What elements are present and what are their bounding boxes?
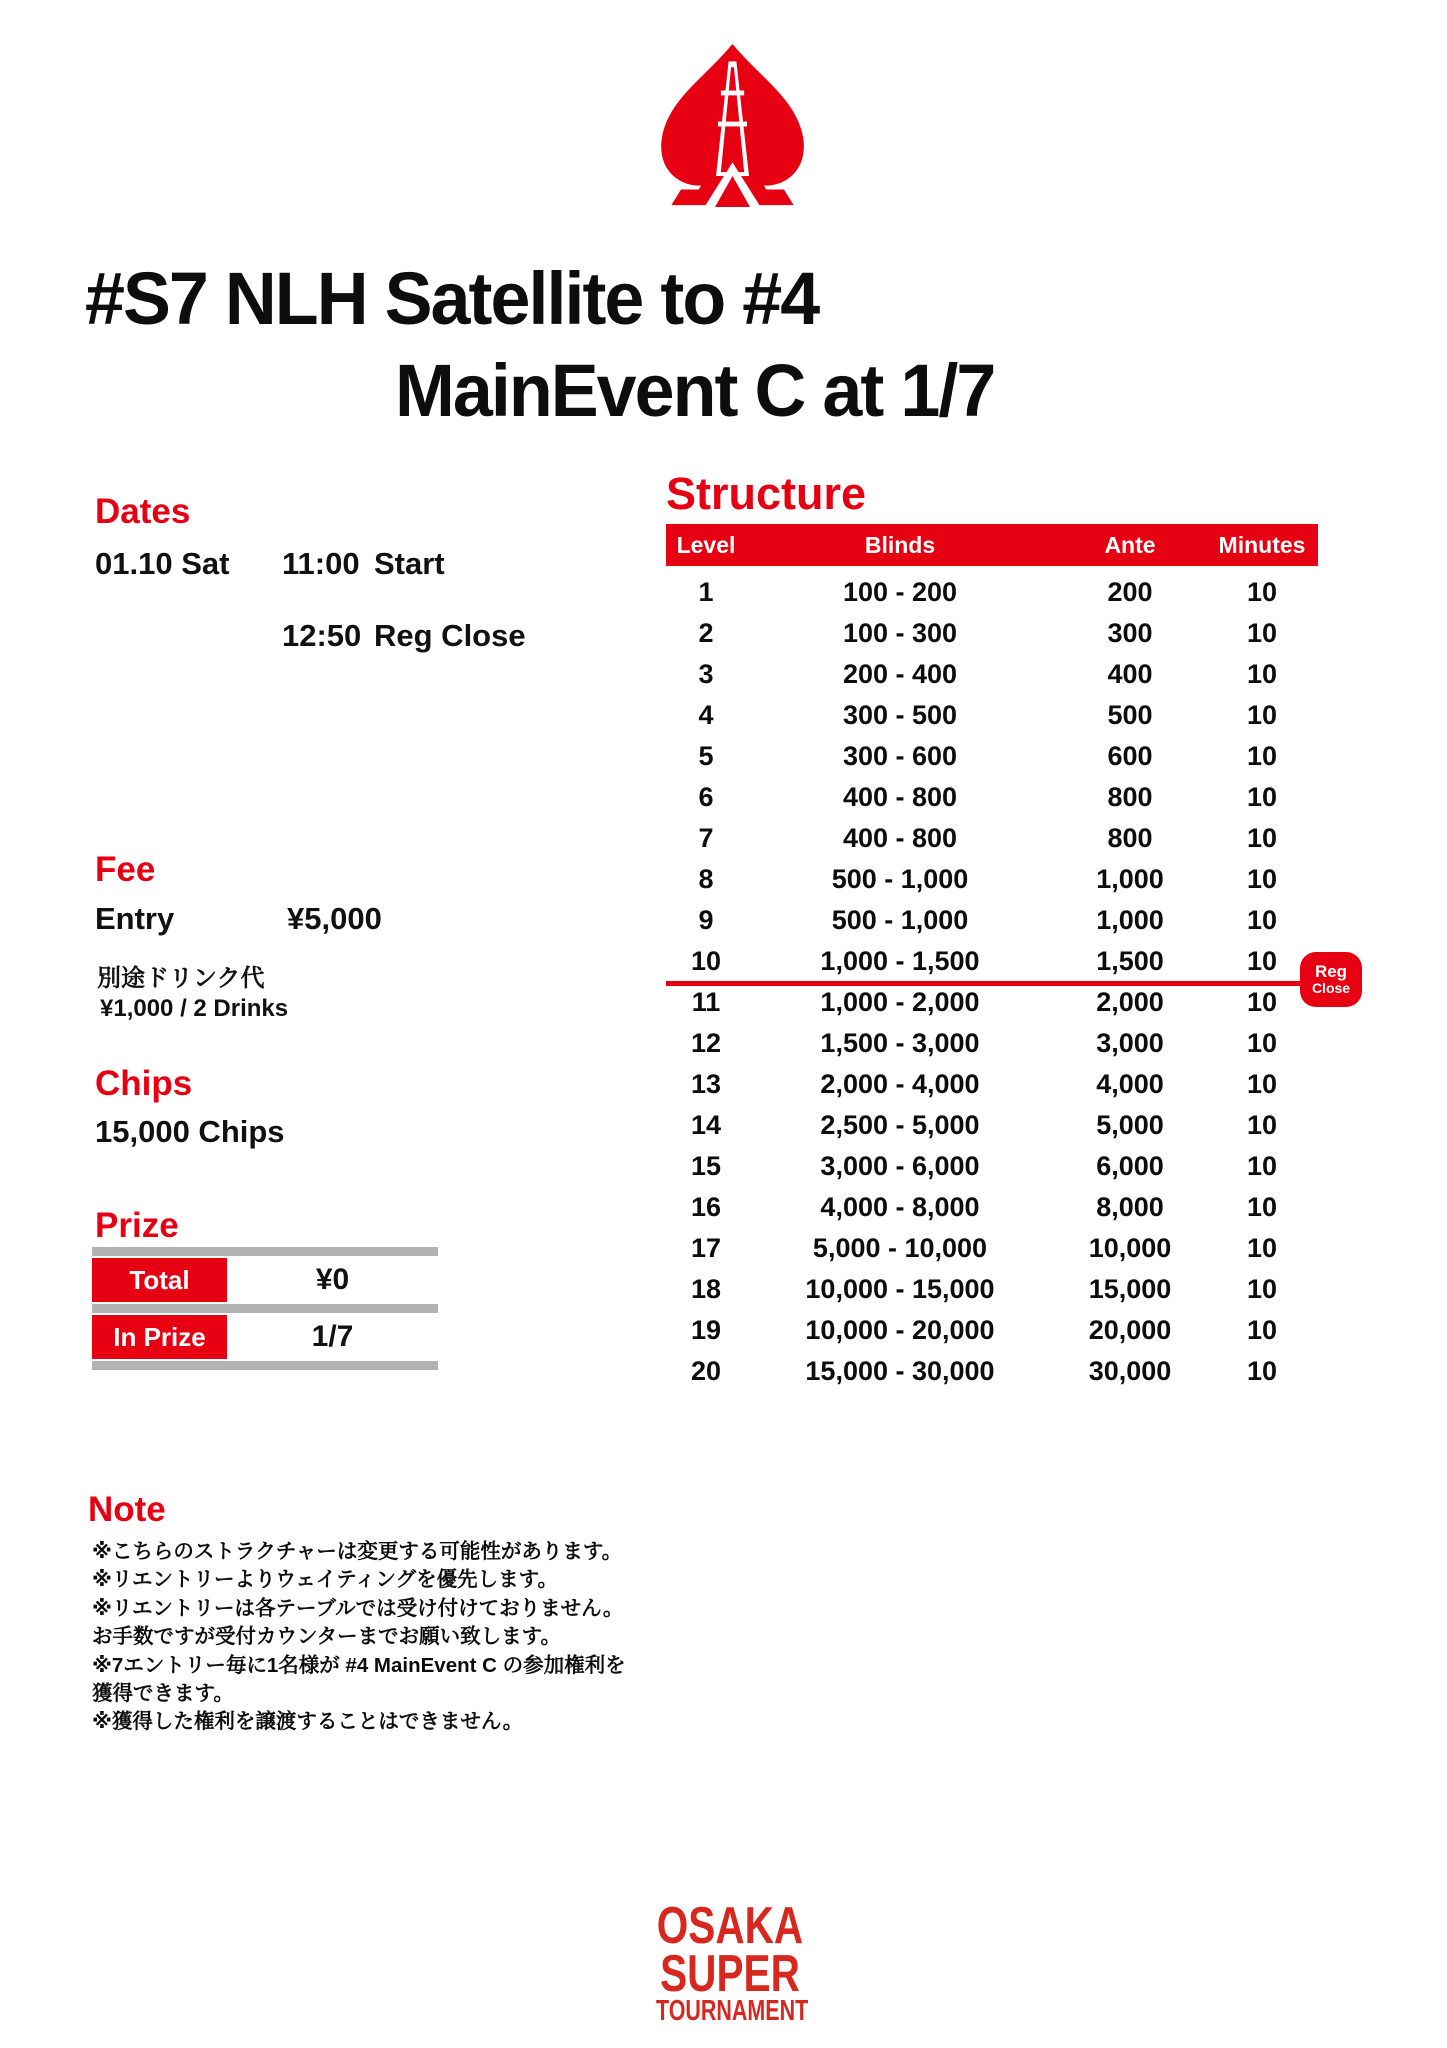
structure-row bbox=[666, 982, 1318, 1023]
blinds-cell: 100 - 200 bbox=[842, 577, 958, 607]
blinds-cell: 500 - 1,000 bbox=[831, 905, 969, 935]
prize-inprize-label: In Prize bbox=[92, 1315, 227, 1359]
minutes-cell: 10 bbox=[1246, 1356, 1278, 1386]
ante-cell: 800 bbox=[1107, 823, 1153, 853]
ante-cell: 1,000 bbox=[1096, 905, 1164, 935]
structure-row bbox=[666, 1310, 1318, 1351]
structure-row bbox=[666, 859, 1318, 900]
minutes-cell: 10 bbox=[1246, 1151, 1278, 1181]
minutes-cell: 10 bbox=[1246, 1110, 1278, 1140]
regclose-time: 12:50 bbox=[282, 618, 362, 653]
minutes-cell: 10 bbox=[1246, 1315, 1278, 1345]
level-cell: 7 bbox=[698, 823, 714, 853]
structure-row bbox=[666, 900, 1318, 941]
level-cell: 9 bbox=[698, 905, 714, 935]
column-header-blinds: Blinds bbox=[864, 531, 936, 558]
level-cell: 14 bbox=[690, 1110, 722, 1140]
minutes-cell: 10 bbox=[1246, 1233, 1278, 1263]
level-cell: 17 bbox=[690, 1233, 722, 1263]
reg-close-divider-line bbox=[666, 981, 1306, 986]
prize-table bbox=[92, 1247, 438, 1370]
level-cell: 10 bbox=[690, 946, 722, 976]
blinds-cell: 2,000 - 4,000 bbox=[820, 1069, 980, 1099]
blinds-cell: 1,000 - 2,000 bbox=[820, 987, 980, 1017]
minutes-cell: 10 bbox=[1246, 864, 1278, 894]
note-line: ※リエントリーは各テーブルでは受け付けておりません。 bbox=[92, 1596, 624, 1620]
minutes-cell: 10 bbox=[1246, 1192, 1278, 1222]
blinds-cell: 4,000 - 8,000 bbox=[820, 1192, 980, 1222]
footer-logo-line1: OSAKA bbox=[656, 1897, 804, 1955]
ante-cell: 10,000 bbox=[1088, 1233, 1172, 1263]
blinds-cell: 400 - 800 bbox=[842, 782, 958, 812]
minutes-cell: 10 bbox=[1246, 987, 1278, 1017]
minutes-cell: 10 bbox=[1246, 1028, 1278, 1058]
ante-cell: 5,000 bbox=[1096, 1110, 1164, 1140]
ante-cell: 200 bbox=[1107, 577, 1153, 607]
regclose-time-row bbox=[282, 618, 526, 654]
drink-fee-note-line2: ¥1,000 / 2 Drinks bbox=[100, 995, 289, 1022]
ante-cell: 1,500 bbox=[1096, 946, 1164, 976]
level-cell: 20 bbox=[690, 1356, 722, 1386]
structure-row bbox=[666, 613, 1318, 654]
level-cell: 11 bbox=[691, 987, 721, 1017]
level-cell: 8 bbox=[698, 864, 714, 894]
note-line: ※獲得した権利を譲渡することはできません。 bbox=[92, 1710, 524, 1734]
blinds-cell: 300 - 600 bbox=[842, 741, 958, 771]
prize-row-inprize bbox=[92, 1315, 438, 1359]
structure-row bbox=[666, 736, 1318, 777]
blinds-cell: 1,000 - 1,500 bbox=[820, 946, 980, 976]
structure-row bbox=[666, 654, 1318, 695]
structure-row bbox=[666, 1064, 1318, 1105]
structure-row bbox=[666, 1105, 1318, 1146]
blinds-cell: 500 - 1,000 bbox=[831, 864, 969, 894]
prize-divider-bar bbox=[92, 1247, 438, 1256]
blinds-cell: 400 - 800 bbox=[842, 823, 958, 853]
ante-cell: 600 bbox=[1107, 741, 1153, 771]
blinds-cell: 100 - 300 bbox=[842, 618, 958, 648]
blinds-cell: 15,000 - 30,000 bbox=[805, 1356, 995, 1386]
minutes-cell: 10 bbox=[1246, 782, 1278, 812]
level-cell: 5 bbox=[698, 741, 714, 771]
ante-cell: 500 bbox=[1107, 700, 1153, 730]
level-cell: 6 bbox=[698, 782, 714, 812]
ante-cell: 20,000 bbox=[1088, 1315, 1172, 1345]
level-cell: 2 bbox=[698, 618, 714, 648]
note-line: ※リエントリーよりウェイティングを優先します。 bbox=[92, 1568, 559, 1592]
ante-cell: 6,000 bbox=[1096, 1151, 1164, 1181]
structure-row bbox=[666, 1228, 1318, 1269]
minutes-cell: 10 bbox=[1246, 741, 1278, 771]
minutes-cell: 10 bbox=[1246, 905, 1278, 935]
minutes-cell: 10 bbox=[1246, 1274, 1278, 1304]
structure-row bbox=[666, 572, 1318, 613]
entry-fee-value: ¥5,000 bbox=[287, 901, 382, 936]
minutes-cell: 10 bbox=[1246, 823, 1278, 853]
level-cell: 19 bbox=[690, 1315, 722, 1345]
spade-tower-logo-icon bbox=[650, 40, 815, 210]
level-cell: 15 bbox=[690, 1151, 722, 1181]
structure-row bbox=[666, 1351, 1318, 1392]
structure-row bbox=[666, 1269, 1318, 1310]
ante-cell: 300 bbox=[1107, 618, 1153, 648]
level-cell: 16 bbox=[690, 1192, 722, 1222]
minutes-cell: 10 bbox=[1246, 577, 1278, 607]
blinds-cell: 1,500 - 3,000 bbox=[820, 1028, 980, 1058]
minutes-cell: 10 bbox=[1246, 1069, 1278, 1099]
ante-cell: 30,000 bbox=[1088, 1356, 1172, 1386]
footer-logo-line3: TOURNAMENT bbox=[656, 1995, 809, 2027]
note-line: 獲得できます。 bbox=[92, 1682, 234, 1706]
drink-fee-note-line1: 別途ドリンク代 bbox=[97, 965, 265, 992]
level-cell: 12 bbox=[690, 1028, 722, 1058]
blinds-cell: 2,500 - 5,000 bbox=[820, 1110, 980, 1140]
structure-row bbox=[666, 1023, 1318, 1064]
prize-divider-bar bbox=[92, 1304, 438, 1313]
structure-row bbox=[666, 777, 1318, 818]
note-heading: Note bbox=[88, 1490, 166, 1529]
structure-row bbox=[666, 1187, 1318, 1228]
note-line: ※こちらのストラクチャーは変更する可能性があります。 bbox=[92, 1540, 623, 1563]
structure-row bbox=[666, 1146, 1318, 1187]
event-date: 01.10 Sat bbox=[95, 546, 230, 581]
starting-chips-value: 15,000 Chips bbox=[95, 1114, 285, 1149]
column-header-level: Level bbox=[676, 531, 736, 558]
chips-heading: Chips bbox=[95, 1064, 193, 1103]
level-cell: 18 bbox=[690, 1274, 722, 1304]
reg-close-badge-line1: Reg bbox=[1314, 962, 1348, 982]
regclose-time-label: Reg Close bbox=[374, 618, 526, 653]
minutes-cell: 10 bbox=[1246, 700, 1278, 730]
footer-logo-line2: SUPER bbox=[660, 1945, 800, 2003]
structure-row bbox=[666, 818, 1318, 859]
event-title-line2: MainEvent C at 1/7 bbox=[395, 349, 995, 432]
ante-cell: 800 bbox=[1107, 782, 1153, 812]
blinds-cell: 200 - 400 bbox=[842, 659, 958, 689]
blinds-cell: 3,000 - 6,000 bbox=[820, 1151, 980, 1181]
prize-heading: Prize bbox=[95, 1206, 179, 1245]
ante-cell: 3,000 bbox=[1096, 1028, 1164, 1058]
structure-row bbox=[666, 941, 1318, 982]
ante-cell: 2,000 bbox=[1096, 987, 1164, 1017]
reg-close-badge-line2: Close bbox=[1311, 980, 1351, 997]
prize-divider-bar bbox=[92, 1361, 438, 1370]
blinds-cell: 5,000 - 10,000 bbox=[812, 1233, 988, 1263]
level-cell: 13 bbox=[690, 1069, 722, 1099]
minutes-cell: 10 bbox=[1246, 659, 1278, 689]
ante-cell: 15,000 bbox=[1088, 1274, 1172, 1304]
minutes-cell: 10 bbox=[1246, 946, 1278, 976]
column-header-minutes: Minutes bbox=[1218, 531, 1306, 558]
prize-total-value: ¥0 bbox=[315, 1263, 350, 1296]
fee-heading: Fee bbox=[95, 850, 156, 889]
structure-table-header bbox=[666, 524, 1318, 566]
entry-label: Entry bbox=[95, 901, 175, 936]
level-cell: 4 bbox=[698, 700, 714, 730]
prize-row-total bbox=[92, 1258, 438, 1302]
note-line: ※7エントリー毎に1名様が #4 MainEvent C の参加権利を bbox=[92, 1653, 626, 1677]
column-header-ante: Ante bbox=[1104, 531, 1156, 558]
level-cell: 3 bbox=[698, 659, 714, 689]
blinds-cell: 300 - 500 bbox=[842, 700, 958, 730]
structure-heading: Structure bbox=[666, 468, 867, 519]
dates-heading: Dates bbox=[95, 492, 191, 531]
level-cell: 1 bbox=[698, 577, 714, 607]
reg-close-badge bbox=[1300, 952, 1362, 1007]
ante-cell: 1,000 bbox=[1096, 864, 1164, 894]
start-time-label: Start bbox=[374, 546, 445, 581]
start-time-row bbox=[282, 546, 445, 582]
osaka-super-tournament-logo bbox=[630, 1897, 830, 2027]
prize-inprize-value: 1/7 bbox=[311, 1320, 354, 1353]
note-line: お手数ですが受付カウンターまでお願い致します。 bbox=[92, 1625, 562, 1649]
ante-cell: 400 bbox=[1107, 659, 1153, 689]
blinds-cell: 10,000 - 20,000 bbox=[805, 1315, 995, 1345]
ante-cell: 8,000 bbox=[1096, 1192, 1164, 1222]
ante-cell: 4,000 bbox=[1096, 1069, 1164, 1099]
minutes-cell: 10 bbox=[1246, 618, 1278, 648]
note-text bbox=[92, 1538, 652, 1737]
prize-total-label: Total bbox=[92, 1258, 227, 1302]
event-title-line1: #S7 NLH Satellite to #4 bbox=[85, 257, 819, 340]
structure-row bbox=[666, 695, 1318, 736]
blinds-cell: 10,000 - 15,000 bbox=[805, 1274, 995, 1304]
start-time: 11:00 bbox=[282, 546, 360, 581]
